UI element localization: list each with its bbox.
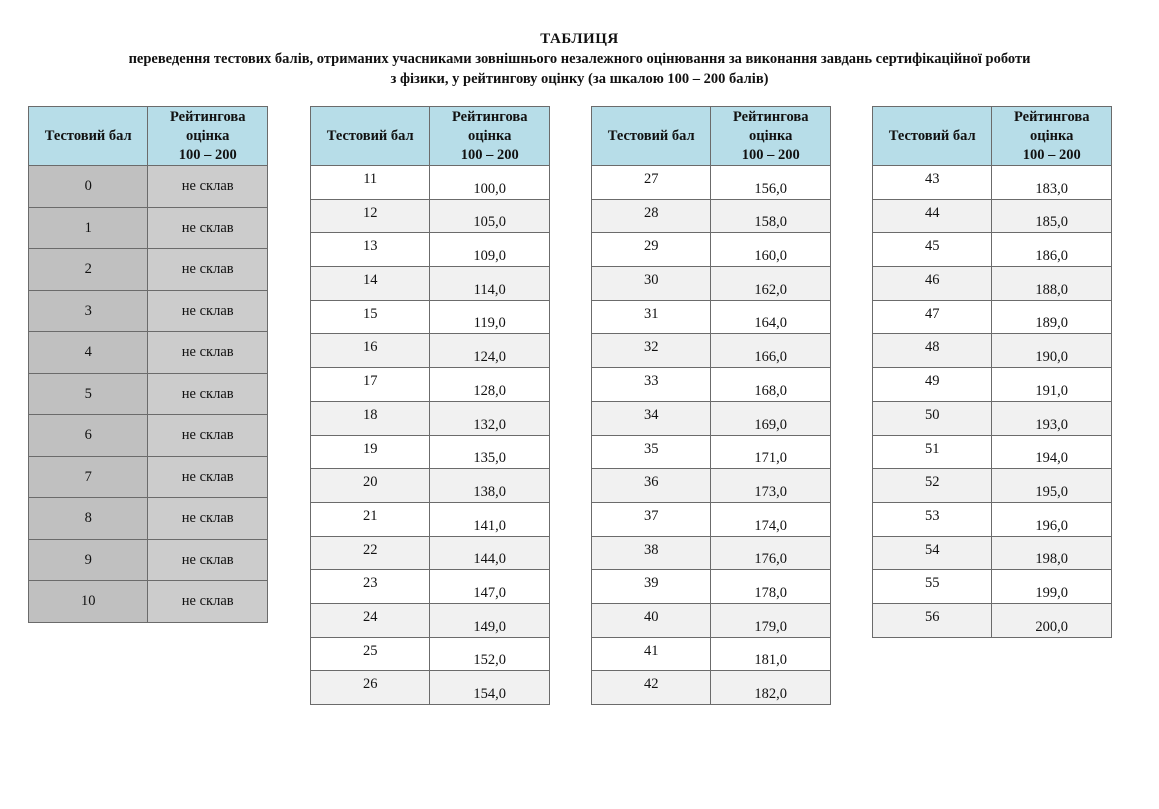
rating-cell: 181,0 bbox=[711, 637, 831, 671]
table-row bbox=[592, 603, 831, 637]
test-score-cell: 12 bbox=[311, 199, 430, 233]
test-score-cell: 47 bbox=[873, 300, 992, 334]
table-row bbox=[873, 469, 1112, 503]
table-row bbox=[592, 536, 831, 570]
test-score-cell: 32 bbox=[592, 334, 711, 368]
table-row bbox=[311, 166, 550, 200]
table-row bbox=[592, 199, 831, 233]
test-score-cell: 2 bbox=[29, 249, 148, 291]
test-score-cell: 0 bbox=[29, 166, 148, 208]
header-rating-line: оцінка bbox=[468, 127, 512, 144]
rating-cell: 194,0 bbox=[992, 435, 1112, 469]
rating-cell: не склав bbox=[148, 290, 268, 332]
table-row bbox=[311, 502, 550, 536]
test-score-cell: 49 bbox=[873, 368, 992, 402]
rating-cell: 141,0 bbox=[430, 502, 550, 536]
rating-cell: 171,0 bbox=[711, 435, 831, 469]
test-score-cell: 40 bbox=[592, 603, 711, 637]
table-row bbox=[592, 401, 831, 435]
test-score-cell: 35 bbox=[592, 435, 711, 469]
table-row bbox=[311, 233, 550, 267]
test-score-cell: 6 bbox=[29, 415, 148, 457]
test-score-cell: 38 bbox=[592, 536, 711, 570]
test-score-cell: 23 bbox=[311, 570, 430, 604]
header-rating-line: оцінка bbox=[1030, 127, 1074, 144]
header-rating bbox=[711, 107, 831, 166]
table-row bbox=[592, 368, 831, 402]
test-score-cell: 53 bbox=[873, 502, 992, 536]
table-row bbox=[873, 300, 1112, 334]
rating-cell: 193,0 bbox=[992, 401, 1112, 435]
table-row bbox=[29, 498, 268, 540]
rating-cell: 156,0 bbox=[711, 166, 831, 200]
table-row bbox=[311, 199, 550, 233]
header-rating-line: Рейтингова bbox=[1013, 108, 1090, 125]
header-rating-line: 100 – 200 bbox=[1022, 146, 1081, 163]
rating-cell: не склав bbox=[148, 249, 268, 291]
test-score-cell: 24 bbox=[311, 603, 430, 637]
table-row bbox=[873, 233, 1112, 267]
title-subject: з фізики, у рейтингову оцінку (за шкалою 100 – 200 балів) bbox=[390, 71, 769, 87]
table-row bbox=[311, 300, 550, 334]
table-row bbox=[873, 401, 1112, 435]
test-score-cell: 44 bbox=[873, 199, 992, 233]
table-row bbox=[29, 539, 268, 581]
table-row bbox=[592, 334, 831, 368]
header-rating bbox=[148, 107, 268, 166]
test-score-cell: 55 bbox=[873, 570, 992, 604]
table-row bbox=[592, 570, 831, 604]
rating-cell: 169,0 bbox=[711, 401, 831, 435]
rating-cell: 198,0 bbox=[992, 536, 1112, 570]
test-score-cell: 50 bbox=[873, 401, 992, 435]
rating-cell: не склав bbox=[148, 166, 268, 208]
rating-cell: не склав bbox=[148, 539, 268, 581]
test-score-cell: 11 bbox=[311, 166, 430, 200]
test-score-cell: 5 bbox=[29, 373, 148, 415]
table-row bbox=[311, 267, 550, 301]
header-rating-line: Рейтингова bbox=[451, 108, 528, 125]
rating-cell: 182,0 bbox=[711, 671, 831, 705]
table-row bbox=[592, 637, 831, 671]
test-score-cell: 29 bbox=[592, 233, 711, 267]
test-score-cell: 36 bbox=[592, 469, 711, 503]
test-score-cell: 37 bbox=[592, 502, 711, 536]
rating-cell: 105,0 bbox=[430, 199, 550, 233]
rating-cell: 176,0 bbox=[711, 536, 831, 570]
header-rating bbox=[992, 107, 1112, 166]
rating-cell: 114,0 bbox=[430, 267, 550, 301]
table-row bbox=[311, 435, 550, 469]
table-row bbox=[29, 249, 268, 291]
header-rating-line: оцінка bbox=[186, 127, 230, 144]
table-row bbox=[311, 536, 550, 570]
title-heading: ТАБЛИЦЯ bbox=[540, 31, 619, 47]
table-row bbox=[873, 570, 1112, 604]
table-row bbox=[29, 207, 268, 249]
test-score-cell: 17 bbox=[311, 368, 430, 402]
test-score-cell: 52 bbox=[873, 469, 992, 503]
test-score-cell: 21 bbox=[311, 502, 430, 536]
table-row bbox=[592, 469, 831, 503]
table-row bbox=[311, 603, 550, 637]
header-rating-line: оцінка bbox=[749, 127, 793, 144]
test-score-cell: 25 bbox=[311, 637, 430, 671]
rating-cell: 190,0 bbox=[992, 334, 1112, 368]
rating-cell: не склав bbox=[148, 332, 268, 374]
header-rating-line: Рейтингова bbox=[169, 108, 246, 125]
rating-cell: 154,0 bbox=[430, 671, 550, 705]
test-score-cell: 46 bbox=[873, 267, 992, 301]
rating-cell: 147,0 bbox=[430, 570, 550, 604]
rating-cell: 188,0 bbox=[992, 267, 1112, 301]
rating-cell: 149,0 bbox=[430, 603, 550, 637]
header-test-score: Тестовий бал bbox=[592, 107, 711, 166]
table-row bbox=[873, 435, 1112, 469]
test-score-cell: 48 bbox=[873, 334, 992, 368]
rating-cell: 158,0 bbox=[711, 199, 831, 233]
rating-cell: 152,0 bbox=[430, 637, 550, 671]
header-rating-line: Рейтингова bbox=[732, 108, 809, 125]
table-row bbox=[592, 166, 831, 200]
table-row bbox=[592, 502, 831, 536]
test-score-cell: 41 bbox=[592, 637, 711, 671]
table-row bbox=[311, 570, 550, 604]
test-score-cell: 39 bbox=[592, 570, 711, 604]
table-row bbox=[311, 671, 550, 705]
test-score-cell: 14 bbox=[311, 267, 430, 301]
rating-cell: 191,0 bbox=[992, 368, 1112, 402]
test-score-cell: 30 bbox=[592, 267, 711, 301]
rating-cell: 183,0 bbox=[992, 166, 1112, 200]
rating-cell: 186,0 bbox=[992, 233, 1112, 267]
rating-cell: 178,0 bbox=[711, 570, 831, 604]
test-score-cell: 18 bbox=[311, 401, 430, 435]
conversion-table-3 bbox=[591, 106, 831, 705]
test-score-cell: 33 bbox=[592, 368, 711, 402]
table-row bbox=[873, 502, 1112, 536]
table-row bbox=[873, 199, 1112, 233]
test-score-cell: 56 bbox=[873, 603, 992, 637]
rating-cell: не склав bbox=[148, 373, 268, 415]
rating-cell: 166,0 bbox=[711, 334, 831, 368]
test-score-cell: 22 bbox=[311, 536, 430, 570]
table-row bbox=[311, 334, 550, 368]
rating-cell: 174,0 bbox=[711, 502, 831, 536]
test-score-cell: 8 bbox=[29, 498, 148, 540]
table-row bbox=[873, 267, 1112, 301]
rating-cell: 132,0 bbox=[430, 401, 550, 435]
test-score-cell: 26 bbox=[311, 671, 430, 705]
header-test-score: Тестовий бал bbox=[29, 107, 148, 166]
rating-cell: не склав bbox=[148, 456, 268, 498]
table-row bbox=[592, 671, 831, 705]
table-row bbox=[311, 637, 550, 671]
test-score-cell: 4 bbox=[29, 332, 148, 374]
test-score-cell: 51 bbox=[873, 435, 992, 469]
table-row bbox=[29, 332, 268, 374]
rating-cell: не склав bbox=[148, 207, 268, 249]
test-score-cell: 31 bbox=[592, 300, 711, 334]
test-score-cell: 28 bbox=[592, 199, 711, 233]
test-score-cell: 34 bbox=[592, 401, 711, 435]
conversion-table-4 bbox=[872, 106, 1112, 638]
test-score-cell: 54 bbox=[873, 536, 992, 570]
conversion-table-2 bbox=[310, 106, 550, 705]
title-description: переведення тестових балів, отриманих учасниками зовнішнього незалежного оцінювання за виконання завдань сертифікаційної роботи bbox=[128, 51, 1031, 67]
test-score-cell: 3 bbox=[29, 290, 148, 332]
rating-cell: не склав bbox=[148, 498, 268, 540]
test-score-cell: 9 bbox=[29, 539, 148, 581]
test-score-cell: 13 bbox=[311, 233, 430, 267]
header-test-score: Тестовий бал bbox=[873, 107, 992, 166]
test-score-cell: 43 bbox=[873, 166, 992, 200]
test-score-cell: 10 bbox=[29, 581, 148, 623]
table-row bbox=[592, 435, 831, 469]
rating-cell: 109,0 bbox=[430, 233, 550, 267]
document-title bbox=[0, 30, 1159, 89]
test-score-cell: 15 bbox=[311, 300, 430, 334]
rating-cell: 128,0 bbox=[430, 368, 550, 402]
header-test-score: Тестовий бал bbox=[311, 107, 430, 166]
rating-cell: 195,0 bbox=[992, 469, 1112, 503]
rating-cell: 100,0 bbox=[430, 166, 550, 200]
table-row bbox=[311, 368, 550, 402]
header-rating-line: 100 – 200 bbox=[178, 146, 237, 163]
rating-cell: не склав bbox=[148, 581, 268, 623]
test-score-cell: 16 bbox=[311, 334, 430, 368]
table-row bbox=[29, 415, 268, 457]
rating-cell: 168,0 bbox=[711, 368, 831, 402]
rating-cell: не склав bbox=[148, 415, 268, 457]
rating-cell: 200,0 bbox=[992, 603, 1112, 637]
table-row bbox=[29, 166, 268, 208]
rating-cell: 138,0 bbox=[430, 469, 550, 503]
rating-cell: 135,0 bbox=[430, 435, 550, 469]
rating-cell: 164,0 bbox=[711, 300, 831, 334]
rating-cell: 179,0 bbox=[711, 603, 831, 637]
test-score-cell: 19 bbox=[311, 435, 430, 469]
test-score-cell: 45 bbox=[873, 233, 992, 267]
test-score-cell: 27 bbox=[592, 166, 711, 200]
table-row bbox=[29, 373, 268, 415]
rating-cell: 185,0 bbox=[992, 199, 1112, 233]
table-row bbox=[29, 290, 268, 332]
table-row bbox=[873, 166, 1112, 200]
test-score-cell: 1 bbox=[29, 207, 148, 249]
rating-cell: 173,0 bbox=[711, 469, 831, 503]
test-score-cell: 20 bbox=[311, 469, 430, 503]
table-row bbox=[29, 581, 268, 623]
conversion-table-1 bbox=[28, 106, 268, 623]
table-row bbox=[873, 603, 1112, 637]
header-rating-line: 100 – 200 bbox=[741, 146, 800, 163]
table-row bbox=[592, 233, 831, 267]
test-score-cell: 42 bbox=[592, 671, 711, 705]
header-rating-line: 100 – 200 bbox=[460, 146, 519, 163]
rating-cell: 160,0 bbox=[711, 233, 831, 267]
rating-cell: 119,0 bbox=[430, 300, 550, 334]
rating-cell: 144,0 bbox=[430, 536, 550, 570]
test-score-cell: 7 bbox=[29, 456, 148, 498]
rating-cell: 162,0 bbox=[711, 267, 831, 301]
table-row bbox=[592, 300, 831, 334]
rating-cell: 196,0 bbox=[992, 502, 1112, 536]
table-row bbox=[873, 368, 1112, 402]
rating-cell: 124,0 bbox=[430, 334, 550, 368]
table-row bbox=[311, 469, 550, 503]
rating-cell: 189,0 bbox=[992, 300, 1112, 334]
header-rating bbox=[430, 107, 550, 166]
table-row bbox=[592, 267, 831, 301]
rating-cell: 199,0 bbox=[992, 570, 1112, 604]
table-row bbox=[873, 536, 1112, 570]
table-row bbox=[873, 334, 1112, 368]
table-row bbox=[311, 401, 550, 435]
table-row bbox=[29, 456, 268, 498]
